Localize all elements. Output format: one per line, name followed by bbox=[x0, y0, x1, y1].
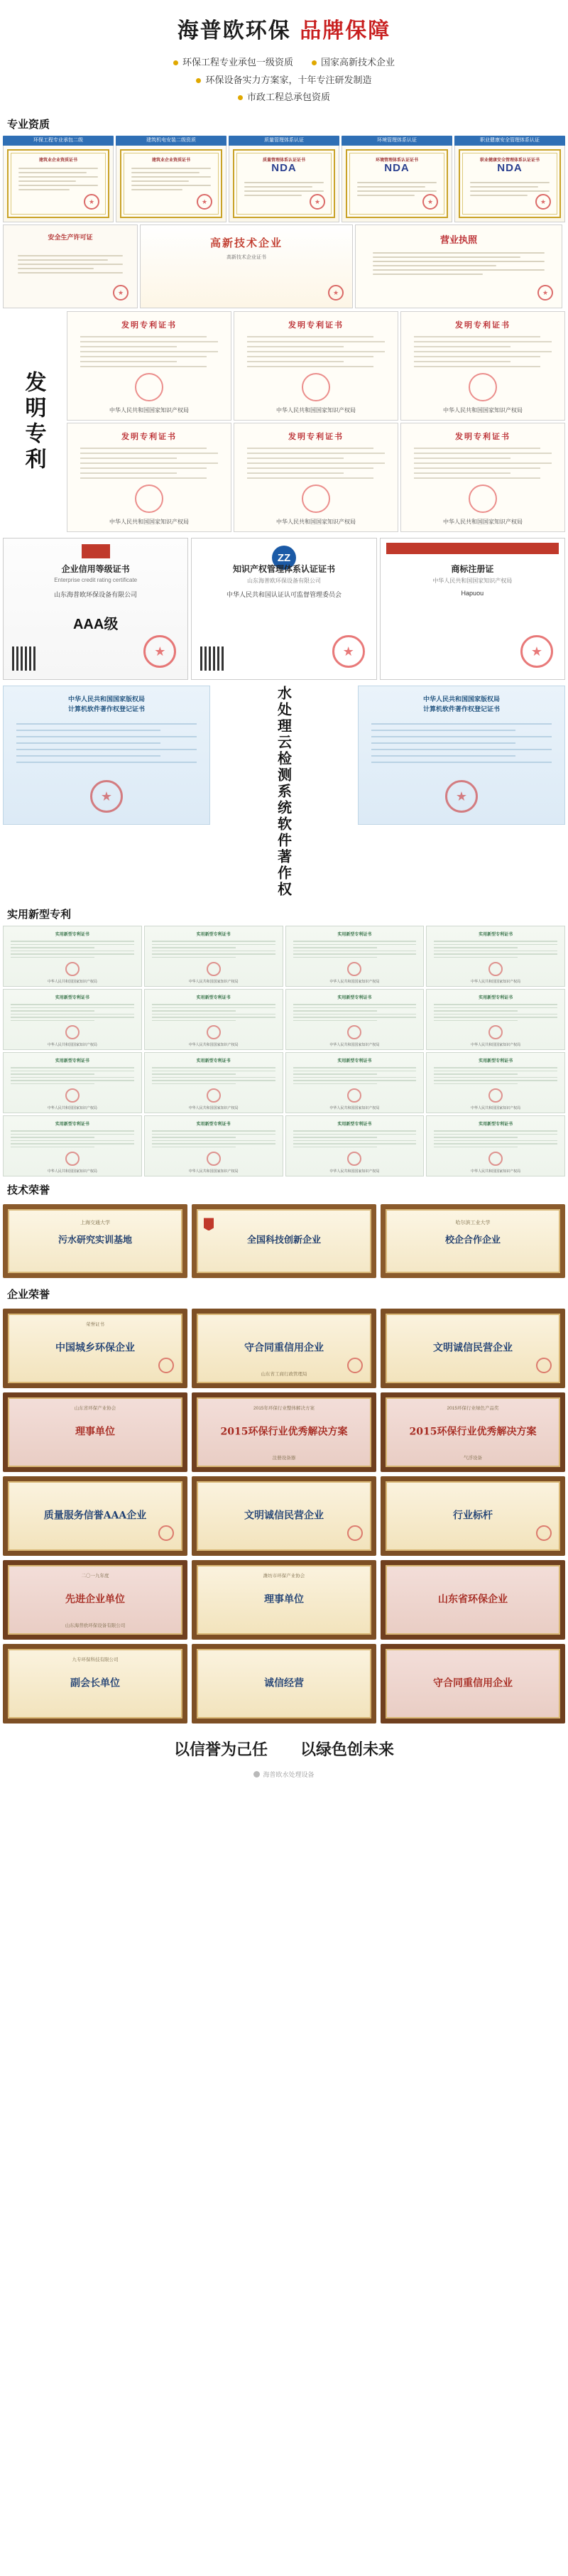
utility-patent-item[interactable] bbox=[3, 989, 142, 1050]
plaque-title: 2015环保行业优秀解决方案 bbox=[220, 1427, 348, 1439]
flag-icon bbox=[204, 1218, 214, 1230]
cert-text-lines bbox=[293, 941, 417, 960]
bullet-text: 市政工程总承包资质 bbox=[246, 92, 330, 103]
patent-footer: 中华人民共和国国家知识产权局 bbox=[443, 519, 523, 526]
software-copyright-label: 水处理云检测系统软件著作权 bbox=[275, 686, 293, 899]
iso-badge-text: NDA bbox=[271, 162, 297, 175]
patent-certificate[interactable] bbox=[234, 423, 398, 532]
software-cert-line2: 计算机软件著作权登记证书 bbox=[67, 705, 145, 713]
enterprise-honor-plaque[interactable] bbox=[3, 1392, 187, 1472]
page-footer bbox=[0, 1726, 568, 1764]
business-license[interactable] bbox=[355, 224, 562, 308]
official-seal-icon bbox=[207, 1088, 221, 1103]
cert-text-lines bbox=[80, 448, 218, 482]
iso-badge-text: NDA bbox=[497, 162, 523, 175]
cert-text-lines bbox=[293, 1130, 417, 1149]
software-cert-header bbox=[4, 695, 209, 714]
official-seal-icon bbox=[207, 1025, 221, 1039]
iso-cert-image bbox=[342, 146, 452, 222]
bullet-dot-icon bbox=[196, 78, 201, 83]
patent-title: 发明专利证书 bbox=[288, 433, 344, 442]
official-seal-icon bbox=[65, 962, 80, 976]
iso-cert-caption: 环境管理体系认证 bbox=[342, 136, 452, 146]
bullet-dot-icon bbox=[173, 60, 178, 65]
header-bullets bbox=[0, 54, 568, 107]
section-title-enterprise-honors: 企业荣誉 bbox=[7, 1289, 50, 1301]
enterprise-honor-plaque[interactable] bbox=[192, 1392, 376, 1472]
utility-patent-footer: 中华人民共和国国家知识产权局 bbox=[329, 1106, 380, 1111]
certificate-header-band bbox=[386, 543, 559, 554]
cert-border bbox=[346, 149, 448, 218]
enterprise-honors-grid bbox=[0, 1306, 568, 1726]
enterprise-honor-plaque[interactable] bbox=[192, 1309, 376, 1388]
utility-patent-item[interactable] bbox=[426, 989, 565, 1050]
major-certificates-row bbox=[0, 535, 568, 683]
bullet-text: 环保设备实力方案家，十年专注研发制造 bbox=[205, 74, 372, 85]
cert-text-lines bbox=[80, 336, 218, 371]
enterprise-honor-plaque[interactable] bbox=[381, 1476, 565, 1556]
utility-patent-item[interactable] bbox=[426, 926, 565, 987]
plaque-title: 2015环保行业优秀解决方案 bbox=[409, 1427, 537, 1439]
credit-cert-company: 山东海普欧环保设备有限公司 bbox=[54, 591, 138, 599]
utility-patent-title: 实用新型专利证书 bbox=[55, 1122, 89, 1127]
cert-text-lines bbox=[11, 1004, 134, 1023]
official-seal-icon bbox=[90, 780, 123, 813]
iso-badge-text: NDA bbox=[384, 162, 410, 175]
utility-patent-footer: 中华人民共和国国家知识产权局 bbox=[188, 1043, 239, 1048]
utility-patent-title: 实用新型专利证书 bbox=[337, 933, 372, 938]
patent-footer: 中华人民共和国国家知识产权局 bbox=[276, 519, 356, 526]
cert-text-lines bbox=[18, 255, 123, 276]
invention-patents-block bbox=[0, 308, 568, 535]
patent-footer: 中华人民共和国国家知识产权局 bbox=[109, 407, 189, 414]
utility-patent-item[interactable] bbox=[426, 1052, 565, 1113]
official-seal-icon bbox=[84, 194, 99, 210]
cert-text-lines bbox=[293, 1004, 417, 1023]
page-title bbox=[0, 13, 568, 44]
cert-text-lines bbox=[152, 941, 275, 960]
utility-patent-footer: 中华人民共和国国家知识产权局 bbox=[188, 980, 239, 985]
utility-patent-footer: 中华人民共和国国家知识产权局 bbox=[471, 1169, 521, 1174]
plaque-title: 文明诚信民营企业 bbox=[433, 1343, 513, 1355]
honor-plaque[interactable] bbox=[3, 1204, 187, 1278]
iso-cert-image bbox=[116, 146, 226, 222]
cert-text-lines bbox=[357, 182, 437, 199]
qr-code-icon bbox=[200, 646, 224, 671]
bullet-dot-icon bbox=[312, 60, 317, 65]
brand-logo-icon bbox=[82, 544, 110, 558]
utility-patent-title: 实用新型专利证书 bbox=[55, 1059, 89, 1064]
utility-patent-title: 实用新型专利证书 bbox=[337, 1059, 372, 1064]
watermark-logo-icon bbox=[253, 1771, 260, 1777]
iso-cert-image bbox=[3, 146, 114, 222]
plaque-title: 文明诚信民营企业 bbox=[244, 1510, 324, 1522]
software-copyright-certificate[interactable] bbox=[358, 686, 565, 825]
utility-patent-title: 实用新型专利证书 bbox=[337, 1122, 372, 1127]
qr-code-icon bbox=[12, 646, 36, 671]
plaque-footer: 山东海普欧环保设备有限公司 bbox=[65, 1623, 126, 1629]
cert-text-lines bbox=[293, 1067, 417, 1086]
safety-license-title: 安全生产许可证 bbox=[48, 234, 93, 242]
plaque-title: 守合同重信用企业 bbox=[244, 1343, 324, 1355]
iso-cert-title: 职业健康安全管理体系认证证书 bbox=[479, 158, 540, 163]
plaque-title: 理事单位 bbox=[264, 1594, 304, 1606]
software-cert-line1: 中华人民共和国国家版权局 bbox=[422, 696, 500, 703]
iso-cert-title: 建筑业企业资质证书 bbox=[151, 158, 190, 163]
cert-text-lines bbox=[11, 941, 134, 960]
enterprise-honor-plaque[interactable] bbox=[3, 1560, 187, 1640]
cert-text-lines bbox=[152, 1067, 275, 1086]
utility-patent-footer: 中华人民共和国国家知识产权局 bbox=[47, 980, 97, 985]
bullet-text: 环保工程专业承包一级资质 bbox=[182, 57, 293, 67]
cert-text-lines bbox=[247, 448, 385, 482]
plaque-subtitle: 哈尔滨工业大学 bbox=[455, 1221, 491, 1226]
plaque-subtitle: 潍坊市环保产业协会 bbox=[263, 1574, 305, 1579]
patent-footer: 中华人民共和国国家知识产权局 bbox=[109, 519, 189, 526]
cert-text-lines bbox=[152, 1004, 275, 1023]
enterprise-honor-plaque[interactable] bbox=[3, 1476, 187, 1556]
enterprise-honor-plaque[interactable] bbox=[3, 1644, 187, 1723]
plaque-title: 理事单位 bbox=[75, 1427, 115, 1439]
cert-border bbox=[120, 149, 222, 218]
utility-patent-title: 实用新型专利证书 bbox=[479, 1059, 513, 1064]
watermark bbox=[0, 1764, 568, 1787]
page-header bbox=[0, 0, 568, 111]
utility-patent-title: 实用新型专利证书 bbox=[337, 996, 372, 1001]
patent-certificate[interactable] bbox=[67, 311, 231, 421]
utility-patent-title: 实用新型专利证书 bbox=[479, 933, 513, 938]
patent-footer: 中华人民共和国国家知识产权局 bbox=[443, 407, 523, 414]
utility-patent-item[interactable] bbox=[144, 926, 283, 987]
utility-patent-item[interactable] bbox=[3, 926, 142, 987]
honor-plaque[interactable] bbox=[192, 1204, 376, 1278]
bullet-dot-icon bbox=[238, 95, 243, 100]
patent-title: 发明专利证书 bbox=[455, 321, 510, 330]
official-seal-icon bbox=[328, 285, 344, 301]
patent-certificate[interactable] bbox=[400, 311, 565, 421]
enterprise-honor-plaque[interactable] bbox=[192, 1560, 376, 1640]
high-tech-enterprise-cert[interactable] bbox=[140, 224, 353, 308]
plaque-subtitle: 二〇一九年度 bbox=[81, 1574, 109, 1579]
bullet-line-3 bbox=[0, 89, 568, 107]
official-seal-icon bbox=[488, 1025, 503, 1039]
utility-patent-item[interactable] bbox=[285, 926, 425, 987]
utility-patent-footer: 中华人民共和国国家知识产权局 bbox=[47, 1043, 97, 1048]
software-copyright-row bbox=[0, 683, 568, 901]
cert-text-lines bbox=[434, 941, 557, 960]
utility-patent-footer: 中华人民共和国国家知识产权局 bbox=[329, 1043, 380, 1048]
utility-patent-footer: 中华人民共和国国家知识产权局 bbox=[329, 980, 380, 985]
bullet-text: 国家高新技术企业 bbox=[321, 57, 395, 67]
official-seal-icon bbox=[536, 1358, 552, 1373]
utility-patents-grid bbox=[0, 926, 568, 1176]
trademark-brand-name: Hapuou bbox=[461, 590, 484, 597]
enterprise-honor-plaque[interactable] bbox=[192, 1476, 376, 1556]
patent-title: 发明专利证书 bbox=[121, 433, 177, 442]
software-copyright-certificate[interactable] bbox=[3, 686, 210, 825]
utility-patent-item[interactable] bbox=[426, 1115, 565, 1176]
bullet-item bbox=[312, 54, 395, 72]
patent-certificate[interactable] bbox=[400, 423, 565, 532]
section-title-utility-patents: 实用新型专利 bbox=[7, 909, 72, 921]
official-seal-icon bbox=[347, 1088, 361, 1103]
trademark-cert-title: 商标注册证 bbox=[451, 564, 494, 575]
cert-text-lines bbox=[11, 1130, 134, 1149]
official-seal-icon bbox=[310, 194, 325, 210]
patent-title: 发明专利证书 bbox=[288, 321, 344, 330]
ip-management-certificate[interactable] bbox=[191, 538, 376, 680]
official-seal-icon bbox=[347, 1025, 361, 1039]
iso-cert-caption: 质量管理体系认证 bbox=[229, 136, 339, 146]
plaque-title: 山东省环保企业 bbox=[438, 1594, 508, 1606]
utility-patent-title: 实用新型专利证书 bbox=[55, 996, 89, 1001]
bullet-line-1 bbox=[0, 54, 568, 72]
iso-cert-image bbox=[229, 146, 339, 222]
utility-patent-title: 实用新型专利证书 bbox=[55, 933, 89, 938]
official-seal-icon bbox=[445, 780, 478, 813]
patent-title: 发明专利证书 bbox=[121, 321, 177, 330]
iso-cert-image bbox=[454, 146, 565, 222]
enterprise-honor-plaque[interactable] bbox=[381, 1644, 565, 1723]
iso-cert-caption: 职业健康安全管理体系认证 bbox=[454, 136, 565, 146]
plaque-title: 质量服务信誉AAA企业 bbox=[43, 1510, 147, 1522]
utility-patent-title: 实用新型专利证书 bbox=[196, 933, 231, 938]
iso-cert-row bbox=[0, 136, 568, 222]
utility-patent-footer: 中华人民共和国国家知识产权局 bbox=[329, 1169, 380, 1174]
section-title-qualifications: 专业资质 bbox=[7, 119, 50, 131]
plaque-title: 中国城乡环保企业 bbox=[55, 1343, 135, 1355]
utility-patent-item[interactable] bbox=[285, 1052, 425, 1113]
ipms-cert-title: 知识产权管理体系认证证书 bbox=[232, 564, 335, 575]
plaque-title: 先进企业单位 bbox=[65, 1594, 125, 1606]
watermark-text: 海普欧水处理设备 bbox=[263, 1771, 315, 1779]
utility-patent-title: 实用新型专利证书 bbox=[196, 996, 231, 1001]
bullet-line-2 bbox=[0, 72, 568, 90]
cert-border bbox=[7, 149, 109, 218]
plaque-title: 守合同重信用企业 bbox=[433, 1678, 513, 1690]
utility-patent-footer: 中华人民共和国国家知识产权局 bbox=[47, 1169, 97, 1174]
iso-cert-item[interactable] bbox=[342, 136, 452, 222]
credit-rating-certificate[interactable] bbox=[3, 538, 188, 680]
iso-cert-title: 质量管理体系认证证书 bbox=[262, 158, 305, 163]
utility-patent-item[interactable] bbox=[285, 1115, 425, 1176]
ipms-cert-subtitle: 山东海普欧环保设备有限公司 bbox=[246, 578, 321, 585]
utility-patent-footer: 中华人民共和国国家知识产权局 bbox=[471, 1043, 521, 1048]
iso-cert-caption: 建筑机电安装二级资质 bbox=[116, 136, 226, 146]
official-seal-icon bbox=[65, 1152, 80, 1166]
utility-patent-item[interactable] bbox=[144, 989, 283, 1050]
official-seal-icon bbox=[135, 485, 163, 513]
official-seal-icon bbox=[135, 373, 163, 401]
utility-patent-footer: 中华人民共和国国家知识产权局 bbox=[188, 1106, 239, 1111]
cert-border bbox=[459, 149, 561, 218]
official-seal-icon bbox=[535, 194, 551, 210]
tech-honors-row bbox=[0, 1201, 568, 1281]
trademark-cert-authority: 中华人民共和国国家知识产权局 bbox=[432, 578, 513, 585]
page-title-red: 品牌保障 bbox=[300, 18, 391, 43]
official-seal-icon bbox=[422, 194, 438, 210]
official-seal-icon bbox=[347, 1152, 361, 1166]
cert-text-lines bbox=[434, 1004, 557, 1023]
utility-patent-footer: 中华人民共和国国家知识产权局 bbox=[471, 1106, 521, 1111]
iso-cert-title: 环境管理体系认证证书 bbox=[375, 158, 418, 163]
utility-patent-title: 实用新型专利证书 bbox=[196, 1059, 231, 1064]
enterprise-honor-plaque[interactable] bbox=[381, 1309, 565, 1388]
official-seal-icon bbox=[158, 1525, 174, 1541]
utility-patent-item[interactable] bbox=[285, 989, 425, 1050]
cert-text-lines bbox=[16, 723, 197, 768]
official-seal-icon bbox=[65, 1025, 80, 1039]
iso-cert-item[interactable] bbox=[229, 136, 339, 222]
official-seal-icon bbox=[488, 962, 503, 976]
page-title-black: 海普欧环保 bbox=[177, 18, 291, 43]
official-seal-icon bbox=[347, 1525, 363, 1541]
plaque-subtitle: 2015年环保行业整体解决方案 bbox=[253, 1406, 315, 1412]
official-seal-icon bbox=[302, 485, 330, 513]
cert-text-lines bbox=[434, 1067, 557, 1086]
utility-patent-footer: 中华人民共和国国家知识产权局 bbox=[188, 1169, 239, 1174]
bullet-item bbox=[196, 72, 371, 90]
plaque-title: 诚信经营 bbox=[264, 1678, 304, 1690]
credit-cert-title: 企业信用等级证书 bbox=[61, 564, 130, 575]
official-seal-icon bbox=[347, 962, 361, 976]
cert-text-lines bbox=[371, 723, 552, 768]
credit-cert-subtitle: Enterprise credit rating certificate bbox=[54, 577, 138, 584]
cert-text-lines bbox=[131, 168, 211, 193]
cert-text-lines bbox=[373, 252, 545, 278]
ipms-cert-authority: 中华人民共和国认证认可监督管理委员会 bbox=[226, 591, 342, 599]
official-seal-icon bbox=[207, 1152, 221, 1166]
cert-border bbox=[233, 149, 335, 218]
software-cert-line1: 中华人民共和国国家版权局 bbox=[67, 696, 145, 703]
cert-text-lines bbox=[18, 168, 98, 193]
plaque-title: 污水研究实训基地 bbox=[58, 1235, 132, 1247]
cert-text-lines bbox=[414, 448, 552, 482]
utility-patent-item[interactable] bbox=[144, 1052, 283, 1113]
utility-patent-footer: 中华人民共和国国家知识产权局 bbox=[471, 980, 521, 985]
credit-rating-grade: AAA级 bbox=[72, 617, 119, 633]
patent-certificate[interactable] bbox=[67, 423, 231, 532]
iso-cert-caption: 环保工程专业承包二级 bbox=[3, 136, 114, 146]
section-title-tech-honors: 技术荣誉 bbox=[7, 1184, 50, 1197]
plaque-title: 全国科技创新企业 bbox=[246, 1235, 321, 1247]
utility-patent-title: 实用新型专利证书 bbox=[196, 1122, 231, 1127]
iso-cert-item[interactable] bbox=[116, 136, 226, 222]
official-seal-icon bbox=[520, 635, 553, 668]
software-cert-line2: 计算机软件著作权登记证书 bbox=[422, 705, 500, 713]
plaque-title: 校企合作企业 bbox=[444, 1235, 501, 1247]
plaque-subtitle: 2015环保行业绿色产品奖 bbox=[447, 1406, 499, 1412]
enterprise-honor-plaque[interactable] bbox=[381, 1560, 565, 1640]
cert-text-lines bbox=[244, 182, 324, 199]
utility-patent-item[interactable] bbox=[3, 1052, 142, 1113]
plaque-title: 副会长单位 bbox=[70, 1678, 120, 1690]
official-seal-icon bbox=[113, 285, 129, 301]
patent-title: 发明专利证书 bbox=[455, 433, 510, 442]
official-seal-icon bbox=[302, 373, 330, 401]
plaque-footer: 注册设备器 bbox=[272, 1456, 296, 1461]
plaque-subtitle: 荣誉证书 bbox=[86, 1322, 104, 1328]
official-seal-icon bbox=[537, 285, 553, 301]
official-seal-icon bbox=[469, 485, 497, 513]
accreditation-logo-icon: ZZ bbox=[272, 546, 296, 570]
cert-text-lines bbox=[11, 1067, 134, 1086]
business-license-title: 营业执照 bbox=[439, 234, 477, 246]
patent-certificate[interactable] bbox=[234, 311, 398, 421]
official-seal-icon bbox=[536, 1525, 552, 1541]
plaque-footer: 山东省工商行政管理局 bbox=[261, 1372, 307, 1378]
bullet-item bbox=[173, 54, 293, 72]
plaque-subtitle: 山东省环保产业协会 bbox=[74, 1406, 116, 1412]
invention-patents-label: 发明专利 bbox=[21, 370, 46, 473]
footer-slogan-left: 以信誉为己任 bbox=[173, 1741, 268, 1760]
official-seal-icon bbox=[332, 635, 365, 668]
trademark-registration-certificate[interactable] bbox=[380, 538, 565, 680]
iso-cert-item[interactable] bbox=[3, 136, 114, 222]
utility-patent-title: 实用新型专利证书 bbox=[479, 1122, 513, 1127]
utility-patent-item[interactable] bbox=[3, 1115, 142, 1176]
software-cert-header bbox=[359, 695, 564, 714]
safety-production-license[interactable] bbox=[3, 224, 138, 308]
high-tech-subtitle: 高新技术企业证书 bbox=[226, 255, 266, 261]
utility-patent-footer: 中华人民共和国国家知识产权局 bbox=[47, 1106, 97, 1111]
official-seal-icon bbox=[65, 1088, 80, 1103]
plaque-subtitle: 九专环保科技有限公司 bbox=[72, 1657, 119, 1663]
footer-slogan bbox=[0, 1738, 568, 1760]
utility-patent-title: 实用新型专利证书 bbox=[479, 996, 513, 1001]
utility-patent-item[interactable] bbox=[144, 1115, 283, 1176]
iso-cert-item[interactable] bbox=[454, 136, 565, 222]
official-seal-icon bbox=[207, 962, 221, 976]
iso-cert-title: 建筑业企业资质证书 bbox=[38, 158, 77, 163]
official-seal-icon bbox=[469, 373, 497, 401]
footer-slogan-right: 以绿色创未来 bbox=[300, 1741, 395, 1760]
official-seal-icon bbox=[488, 1088, 503, 1103]
plaque-subtitle: 上海交通大学 bbox=[80, 1221, 110, 1226]
license-row bbox=[0, 222, 568, 308]
honor-plaque[interactable] bbox=[381, 1204, 565, 1278]
plaque-title: 行业标杆 bbox=[453, 1510, 493, 1522]
plaque-footer: 气浮设备 bbox=[464, 1456, 482, 1461]
cert-text-lines bbox=[434, 1130, 557, 1149]
invention-patents-grid bbox=[67, 311, 565, 532]
enterprise-honor-plaque[interactable] bbox=[381, 1392, 565, 1472]
bullet-item bbox=[238, 89, 330, 107]
official-seal-icon bbox=[158, 1358, 174, 1373]
cert-text-lines bbox=[152, 1130, 275, 1149]
patent-footer: 中华人民共和国国家知识产权局 bbox=[276, 407, 356, 414]
cert-text-lines bbox=[414, 336, 552, 371]
cert-text-lines bbox=[470, 182, 550, 199]
official-seal-icon bbox=[488, 1152, 503, 1166]
enterprise-honor-plaque[interactable] bbox=[3, 1309, 187, 1388]
enterprise-honor-plaque[interactable] bbox=[192, 1644, 376, 1723]
cert-text-lines bbox=[247, 336, 385, 371]
official-seal-icon bbox=[143, 635, 176, 668]
official-seal-icon bbox=[197, 194, 212, 210]
high-tech-title: 高新技术企业 bbox=[209, 237, 283, 250]
